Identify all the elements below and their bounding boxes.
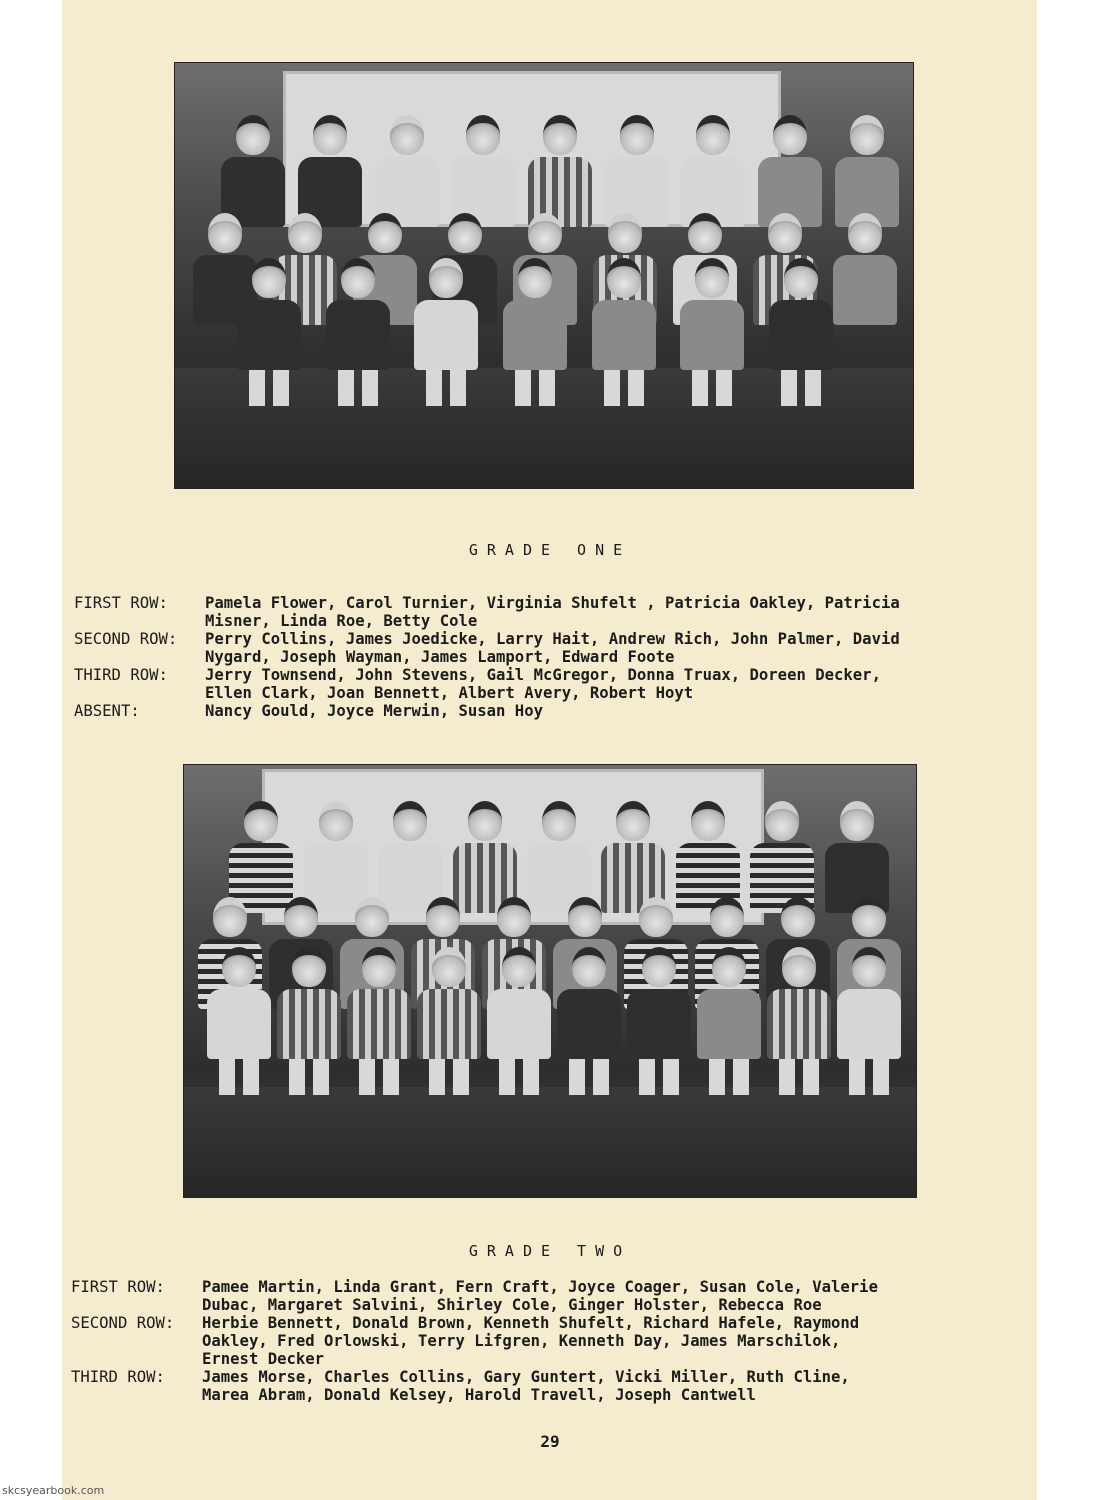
child-figure [837,947,901,1095]
row-names: Jerry Townsend, John Stevens, Gail McGregor, Donna Truax, Doreen Decker, Ellen Clark, Joan Bennett, Albert Avery, Robert Hoyt [205,666,881,702]
child-figure [451,115,515,227]
child-figure [769,258,833,406]
photo-front-row [204,947,904,1095]
child-figure [326,258,390,406]
row-names: Herbie Bennett, Donald Brown, Kenneth Shufelt, Richard Hafele, Raymond Oakley, Fred Orlowski, Terry Lifgren, Kenneth Day, James Marschilok, Ernest Decker [202,1314,860,1368]
row-label: SECOND ROW: [71,1314,175,1332]
row-label: THIRD ROW: [74,666,168,684]
child-figure [277,947,341,1095]
child-figure [528,115,592,227]
child-figure [221,115,285,227]
child-figure [627,947,691,1095]
row-names: Pamela Flower, Carol Turnier, Virginia Shufelt , Patricia Oakley, Patricia Misner, Linda Roe, Betty Cole [205,594,900,630]
row-label: ABSENT: [74,702,140,720]
child-figure [557,947,621,1095]
child-figure [605,115,669,227]
grade-two-class-photo [183,764,917,1198]
child-figure [298,115,362,227]
child-figure [835,115,899,227]
row-label: FIRST ROW: [74,594,168,612]
bench-floor [184,1087,916,1197]
row-names: Perry Collins, James Joedicke, Larry Hait, Andrew Rich, John Palmer, David Nygard, Joseph Wayman, James Lamport, Edward Foote [205,630,900,666]
row-label: FIRST ROW: [71,1278,165,1296]
names-row [74,666,1034,702]
names-row [71,1314,1031,1368]
child-figure [417,947,481,1095]
row-label: SECOND ROW: [74,630,178,648]
child-figure [680,258,744,406]
names-row [74,630,1034,666]
names-row [74,702,1034,720]
site-watermark: skcsyearbook.com [2,1484,105,1497]
child-figure [758,115,822,227]
grade-two-name-list [71,1278,1031,1404]
grade-one-class-photo [174,62,914,489]
grade-one-title: GRADE ONE [468,541,632,559]
photo-back-row [215,115,905,227]
child-figure [487,947,551,1095]
child-figure [592,258,656,406]
row-names: Nancy Gould, Joyce Merwin, Susan Hoy [205,702,543,720]
names-row [71,1278,1031,1314]
child-figure [697,947,761,1095]
child-figure [375,115,439,227]
row-label: THIRD ROW: [71,1368,165,1386]
row-names: Pamee Martin, Linda Grant, Fern Craft, Joyce Coager, Susan Cole, Valerie Dubac, Margaret Salvini, Shirley Cole, Ginger Holster, Rebecca Roe [202,1278,878,1314]
child-figure [414,258,478,406]
grade-one-name-list [74,594,1034,720]
names-row [71,1368,1031,1404]
child-figure [237,258,301,406]
grade-two-title: GRADE TWO [468,1242,632,1260]
child-figure [503,258,567,406]
names-row [74,594,1034,630]
page-number: 29 [540,1432,560,1451]
child-figure [681,115,745,227]
child-figure [347,947,411,1095]
child-figure [207,947,271,1095]
row-names: James Morse, Charles Collins, Gary Guntert, Vicki Miller, Ruth Cline, Marea Abram, Donald Kelsey, Harold Travell, Joseph Cantwell [202,1368,850,1404]
child-figure [767,947,831,1095]
photo-front-row [225,258,845,406]
